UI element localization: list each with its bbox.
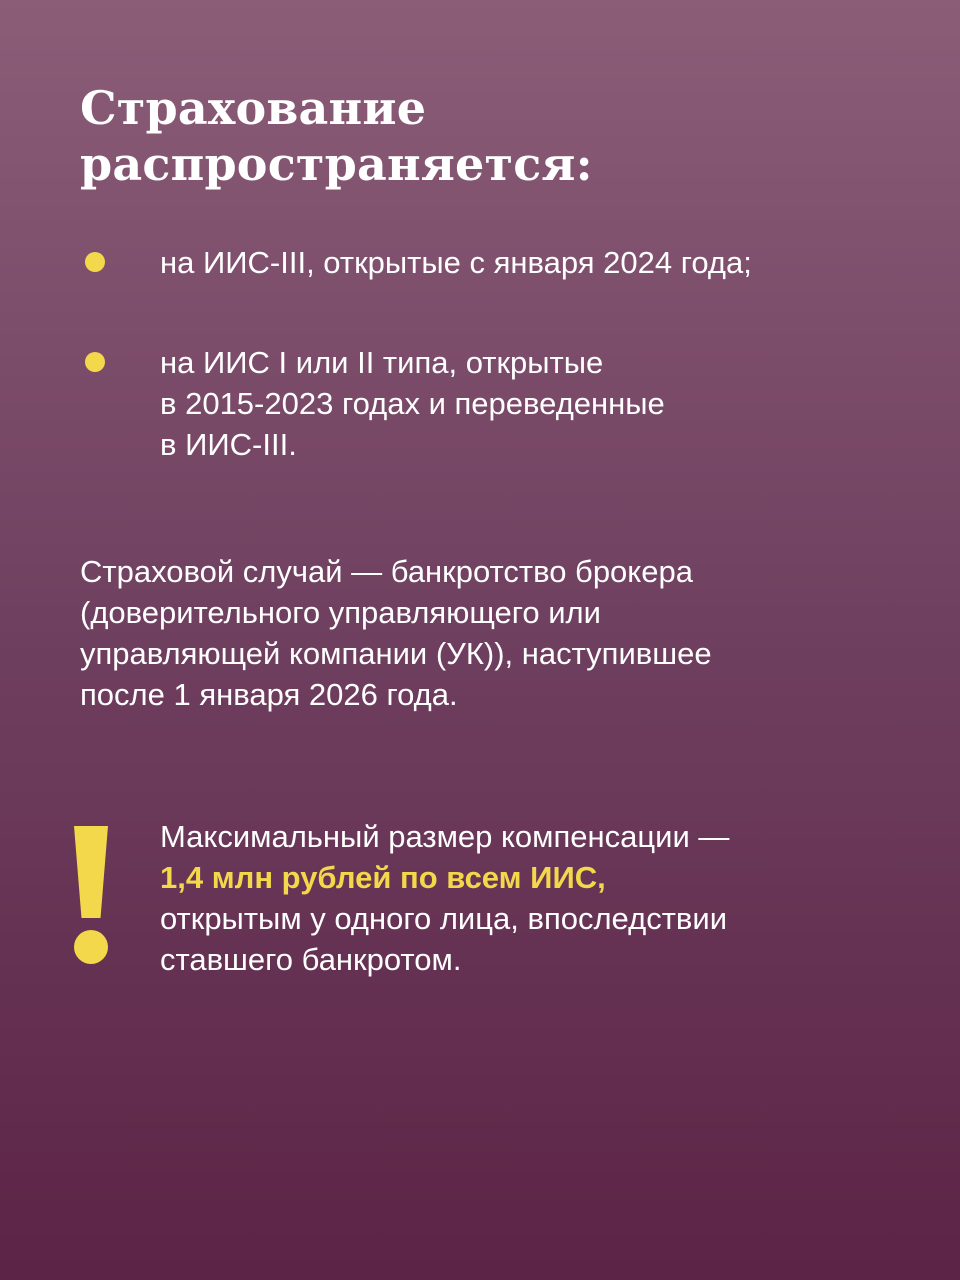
bullet-text <box>160 342 900 465</box>
bullet-line: на ИИС I или II типа, открытые <box>160 345 604 380</box>
note-line: ставшего банкротом. <box>160 942 462 977</box>
title-line-1: Страхование <box>80 81 427 135</box>
bullet-dot-icon <box>85 252 105 272</box>
compensation-note <box>160 816 900 980</box>
bullet-line: в ИИС-III. <box>160 427 297 462</box>
note-line: открытым у одного лица, впоследствии <box>160 901 728 936</box>
note-highlight: 1,4 млн рублей по всем ИИС, <box>160 860 606 895</box>
note-line: Максимальный размер компенсации — <box>160 819 730 854</box>
bullet-dot-icon <box>85 352 105 372</box>
exclamation-mark-icon <box>72 826 110 966</box>
paragraph-line: Страховой случай — банкротство брокера <box>80 554 693 589</box>
paragraph-line: управляющей компании (УК)), наступившее <box>80 636 712 671</box>
bullet-line: на ИИС-III, открытые с января 2024 года; <box>160 245 752 280</box>
page-title <box>80 80 900 192</box>
bullet-text <box>160 242 900 283</box>
insured-event-paragraph <box>80 551 900 715</box>
paragraph-line: после 1 января 2026 года. <box>80 677 458 712</box>
paragraph-line: (доверительного управляющего или <box>80 595 601 630</box>
bullet-line: в 2015-2023 годах и переведенные <box>160 386 665 421</box>
title-line-2: распространяется: <box>80 137 593 191</box>
